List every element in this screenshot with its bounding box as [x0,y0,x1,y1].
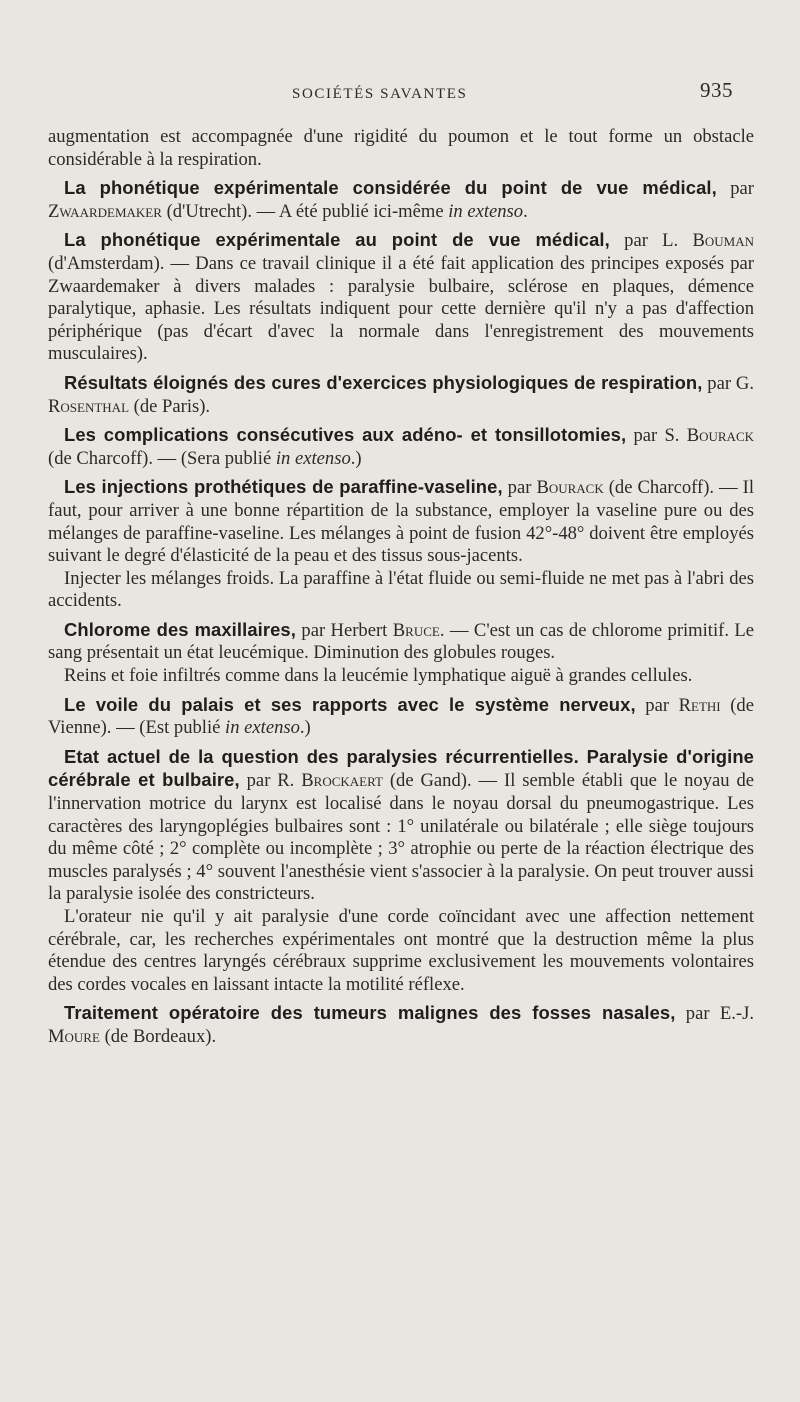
entry-text: (d'Amsterdam). — Dans ce travail clinique il a été fait application des principes exposés par Zwaardemaker à divers malades : paralysie bulbaire, sclérose en plaques, démence paralytique, aphasie. Les résultats indiquent pour cette dernière qu'il n'y a pas d'affection périphérique (pas d'écart d'avec la normale dans l'enregistrement des mouvements musculaires). [48,252,754,365]
paragraph [48,906,754,996]
entry-author: Brockaert [301,770,383,792]
entry-author: Moure [48,1025,100,1047]
entry-tail: .) [350,447,362,469]
entry-paragraph [48,424,754,470]
paragraph [48,665,754,688]
entry-paragraph [48,229,754,366]
entry-text: (d'Utrecht). — A été publié ici-même [161,200,449,222]
entry-tail: .) [299,717,311,739]
paragraph-text: Injecter les mélanges froids. La paraffine à l'état fluide ou semi-fluide ne met pas à l'abri des accidents. [48,567,754,612]
entry-text: (de Vienne). — (Est publié [48,694,754,739]
entry-italic: in extenso [275,447,351,469]
entry-paragraph [48,1002,754,1048]
entry-paragraph [48,619,754,665]
entry-text: (de Paris). [129,395,211,417]
entry-title: Les complications consécutives aux adéno- et tonsillotomies, [64,424,627,446]
entry-by: par S. [626,425,687,447]
entry-title: Résultats éloignés des cures d'exercices physiologiques de respiration, [64,371,703,393]
page-header [0,76,800,106]
entry-author: Bouman [692,230,754,252]
entry-by: par [502,477,537,499]
running-head: SOCIÉTÉS SAVANTES [292,86,468,102]
entry-paragraph [48,372,754,418]
entry-tail: . [523,200,528,222]
entry-italic: in extenso [225,717,300,739]
entry-text: . — C'est un cas de chlorome primitif. Le sang présentait un état leucémique. Diminution des globules rouges. [48,619,755,664]
entry-title: Le voile du palais et ses rapports avec le système nerveux, [64,693,636,715]
entry-text: (de Gand). — Il semble établi que le noyau de l'innervation motrice du larynx est localisé dans le noyau dorsal du pneumogastrique. Les caractères des laryngoplégies bulbaires sont : 1° unilatérale ou bilatérale ; elle siège toujours du même côté ; 2° complète ou incomplète ; 3° atrophie ou perte de la réaction électrique des muscles paralysés ; 4° souvent l'anesthésie vient s'associer à la paralysie. On peut trouver aussi la paralysie isolée des constricteurs. [48,770,755,905]
entry-by: par [635,694,679,716]
entry-paragraph [48,476,754,567]
entry-paragraph [48,746,754,906]
entry-author: Zwaardemaker [48,200,162,222]
entry-by: par R. [239,770,302,792]
entry-title: La phonétique expérimentale au point de vue médical, [64,229,610,251]
entry-by: par [716,178,755,200]
entry-title: Traitement opératoire des tumeurs malignes des fosses nasales, [64,1002,676,1024]
entry-title: Les injections prothétiques de paraffine-vaseline, [64,476,503,498]
entry-text: (de Charcoff). — (Sera publié [48,447,276,469]
entry-by: par G. [702,372,754,394]
paragraph-text: L'orateur nie qu'il y ait paralysie d'une corde coïncidant avec une affection nettement cérébrale, car, les recherches expérimentales ont montré que la destruction même la plus étendue des centres laryngés cérébraux supprime exclusivement les mouvements volontaires des cordes vocales en laissant intacte la motilité réflexe. [48,906,754,995]
paragraph-text: Reins et foie infiltrés comme dans la leucémie lymphatique aiguë à grandes cellules. [64,665,693,687]
entry-text: (de Bordeaux). [99,1025,217,1047]
entry-author: Bourack [686,425,754,447]
entry-title: Chlorome des maxillaires, [64,618,296,640]
entry-author: Bourack [536,477,604,499]
page-number: 935 [700,78,733,102]
entry-author: Rosenthal [48,395,130,417]
entry-author: Rethi [678,694,721,716]
paragraph [48,568,754,613]
entry-by: par L. [609,230,693,252]
entry-italic: in extenso [448,200,524,222]
entry-paragraph [48,177,754,223]
entry-title: La phonétique expérimentale considérée du point de vue médical, [64,177,717,199]
paragraph [48,126,754,171]
entry-by: par Herbert [295,619,393,641]
article-body [48,126,754,1049]
entry-paragraph [48,694,754,740]
entry-author: Bruce [392,619,440,641]
paragraph-text: augmentation est accompagnée d'une rigidité du poumon et le tout forme un obstacle considérable à la respiration. [48,126,754,170]
entry-text: (de Charcoff). — Il faut, pour arriver à une bonne répartition de la substance, employer la vaseline pure ou des mélanges de paraffine-vaseline. Les mélanges à point de fusion 42°-48° doivent être employés suivant le degré d'élasticité de la peau et des tissus sous-jacents. [48,477,754,567]
entry-by: par E.-J. [675,1003,754,1025]
entry-title: Etat actuel de la question des paralysies récurrentielles. Paralysie d'origine cérébrale et bulbaire, [48,745,754,791]
